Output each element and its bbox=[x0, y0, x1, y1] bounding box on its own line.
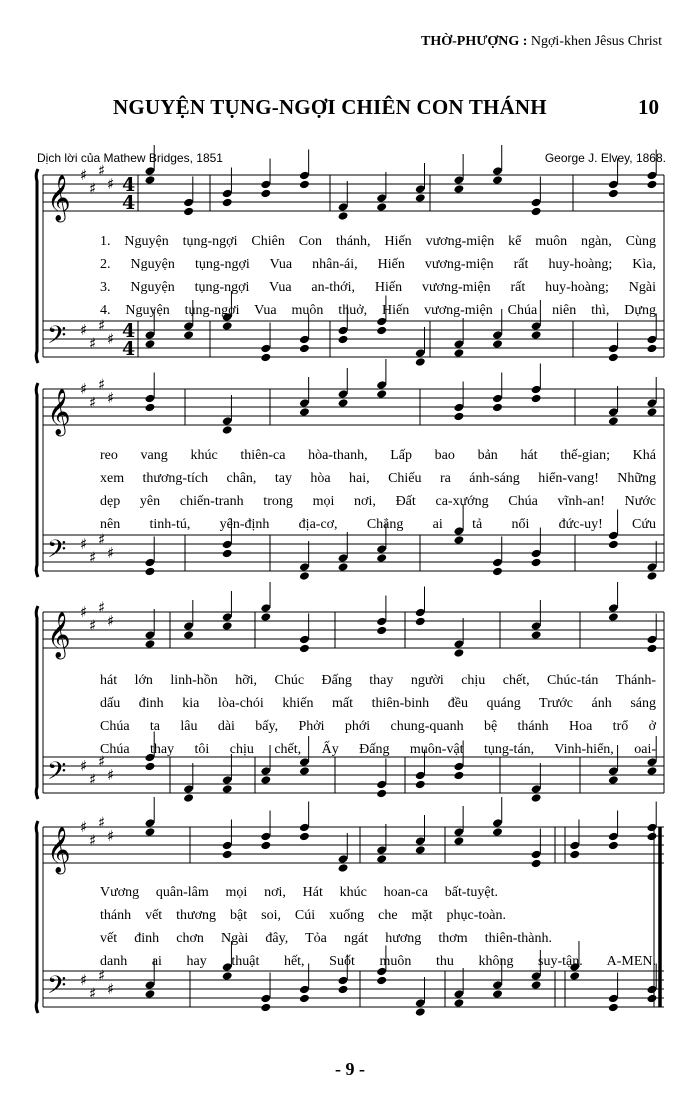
sharp-sign: ♯ bbox=[80, 971, 88, 989]
note-head bbox=[338, 562, 349, 572]
sharp-sign: ♯ bbox=[89, 334, 97, 353]
note-head bbox=[415, 193, 426, 203]
note-head bbox=[338, 335, 349, 345]
sharp-sign: ♯ bbox=[107, 544, 115, 562]
lyric-line-s2-v4: nên tinh-tú, yên-định địa-cơ, Chẳng ai tả nổi đức-uy! Cứu bbox=[100, 517, 656, 532]
sharp-sign: ♯ bbox=[80, 380, 88, 398]
lyric-line-s3-v3: Chúa ta lâu dài bấy, Phởi phới chung-quanh bệ thánh Hoa trổ ở bbox=[100, 719, 656, 734]
composer-credit: George J. Elvey, 1868. bbox=[544, 151, 666, 165]
note-head bbox=[376, 326, 387, 336]
note-head bbox=[145, 567, 156, 577]
note-head bbox=[453, 648, 464, 658]
note-head bbox=[222, 621, 233, 631]
note-head bbox=[415, 1007, 426, 1017]
sharp-sign: ♯ bbox=[98, 813, 106, 832]
sharp-sign: ♯ bbox=[98, 530, 106, 549]
hymn-title: NGUYỆN TỤNG-NGỢI CHIÊN CON THÁNH bbox=[113, 95, 547, 119]
lyric-line-s3-v1: hát lớn linh-hồn hỡi, Chúc Đấng thay người chịu chết, Chúc-tán Thánh- bbox=[100, 673, 656, 688]
sharp-sign: ♯ bbox=[107, 330, 115, 348]
lyric-line-s1-v3: 3. Nguyện tụng-ngợi Vua an-thới, Hiến vương-miện rất huy-hoàng; Ngài bbox=[100, 280, 656, 295]
page-number: - 9 - bbox=[335, 1059, 365, 1079]
note-head bbox=[415, 617, 426, 627]
translator-credit: Dịch lời của Mathew Bridges, 1851 bbox=[37, 151, 223, 165]
note-head bbox=[338, 985, 349, 995]
sharp-sign: ♯ bbox=[98, 598, 106, 617]
note-head bbox=[647, 407, 658, 417]
note-head bbox=[492, 827, 503, 837]
note-head bbox=[492, 175, 503, 185]
sharp-sign: ♯ bbox=[80, 166, 88, 184]
note-head bbox=[608, 540, 619, 550]
sharp-sign: ♯ bbox=[89, 179, 97, 198]
note-head bbox=[183, 330, 194, 340]
lyric-line-s4-v1: Vương quân-lâm mọi nơi, Hát khúc hoan-ca bất-tuyệt. bbox=[100, 885, 498, 900]
note-head bbox=[376, 626, 387, 636]
note-head bbox=[492, 567, 503, 577]
note-head bbox=[608, 775, 619, 785]
sharp-sign: ♯ bbox=[107, 389, 115, 407]
note-head bbox=[260, 1003, 271, 1013]
note-head bbox=[222, 850, 233, 860]
bass-clef-icon: 𝄢 bbox=[47, 971, 67, 1006]
note-head bbox=[531, 207, 542, 217]
note-head bbox=[376, 854, 387, 864]
note-head bbox=[608, 189, 619, 199]
note-head bbox=[531, 859, 542, 869]
sharp-sign: ♯ bbox=[107, 827, 115, 845]
note-head bbox=[647, 180, 658, 190]
note-head bbox=[647, 344, 658, 354]
note-head bbox=[145, 339, 156, 349]
note-head bbox=[415, 780, 426, 790]
note-head bbox=[453, 998, 464, 1008]
note-head bbox=[183, 207, 194, 217]
treble-clef-icon: 𝄞 bbox=[47, 389, 71, 435]
sharp-sign: ♯ bbox=[98, 752, 106, 771]
note-head bbox=[453, 771, 464, 781]
note-head bbox=[338, 398, 349, 408]
note-head bbox=[376, 202, 387, 212]
lyric-line-s4-v4: danh ai hay thuật hết, Suốt muôn thu không suy-tận. A-MEN. bbox=[100, 954, 656, 969]
note-head bbox=[608, 1003, 619, 1013]
note-head bbox=[531, 330, 542, 340]
note-head bbox=[531, 558, 542, 568]
note-head bbox=[222, 425, 233, 435]
note-head bbox=[492, 989, 503, 999]
note-head bbox=[299, 571, 310, 581]
sharp-sign: ♯ bbox=[89, 393, 97, 412]
sharp-sign: ♯ bbox=[89, 770, 97, 789]
sharp-sign: ♯ bbox=[107, 766, 115, 784]
note-head bbox=[338, 211, 349, 221]
lyric-line-s4-v3: vết đinh chơn Ngài đây, Tỏa ngát hương thơm thiên-thành. bbox=[100, 931, 552, 946]
note-head bbox=[299, 407, 310, 417]
lyric-line-s2-v3: dẹp yên chiến-tranh trong mọi nơi, Đất ca-xướng Chúa vĩnh-an! Nước bbox=[100, 494, 656, 509]
sharp-sign: ♯ bbox=[107, 612, 115, 630]
note-head bbox=[453, 184, 464, 194]
note-head bbox=[145, 989, 156, 999]
note-head bbox=[531, 980, 542, 990]
sharp-sign: ♯ bbox=[89, 984, 97, 1003]
treble-clef-icon: 𝄞 bbox=[47, 827, 71, 873]
note-head bbox=[260, 775, 271, 785]
hymn-number: 10 bbox=[638, 95, 659, 119]
note-head bbox=[608, 416, 619, 426]
note-head bbox=[415, 845, 426, 855]
sharp-sign: ♯ bbox=[80, 757, 88, 775]
note-head bbox=[376, 976, 387, 986]
lyric-line-s1-v1: 1. Nguyện tụng-ngợi Chiên Con thánh, Hiến vương-miện kể muôn ngàn, Cùng bbox=[100, 234, 656, 249]
sharp-sign: ♯ bbox=[80, 818, 88, 836]
note-head bbox=[608, 841, 619, 851]
note-head bbox=[453, 535, 464, 545]
note-head bbox=[222, 784, 233, 794]
note-head bbox=[145, 762, 156, 772]
system-bracket bbox=[36, 606, 38, 799]
sharp-sign: ♯ bbox=[80, 535, 88, 553]
note-head bbox=[299, 344, 310, 354]
time-signature-digit: 4 bbox=[122, 174, 136, 196]
note-head bbox=[453, 836, 464, 846]
treble-clef-icon: 𝄞 bbox=[47, 175, 71, 221]
note-head bbox=[260, 189, 271, 199]
note-head bbox=[647, 832, 658, 842]
system-bracket bbox=[36, 383, 38, 577]
note-head bbox=[376, 553, 387, 563]
note-head bbox=[222, 198, 233, 208]
time-signature-digit: 4 bbox=[122, 338, 136, 360]
note-head bbox=[222, 321, 233, 331]
time-signature-digit: 4 bbox=[122, 192, 136, 214]
note-head bbox=[260, 612, 271, 622]
note-head bbox=[299, 766, 310, 776]
note-head bbox=[569, 850, 580, 860]
note-head bbox=[608, 612, 619, 622]
bass-clef-icon: 𝄢 bbox=[47, 535, 67, 570]
note-head bbox=[647, 644, 658, 654]
note-head bbox=[647, 571, 658, 581]
note-head bbox=[531, 630, 542, 640]
sharp-sign: ♯ bbox=[80, 603, 88, 621]
note-head bbox=[299, 994, 310, 1004]
note-head bbox=[145, 403, 156, 413]
note-head bbox=[647, 994, 658, 1004]
lyric-line-s2-v2: xem thương-tích chân, tay hòa hai, Chiếu ra ánh-sáng hiển-vang! Những bbox=[100, 471, 656, 486]
note-head bbox=[376, 389, 387, 399]
sharp-sign: ♯ bbox=[89, 616, 97, 635]
sharp-sign: ♯ bbox=[98, 161, 106, 180]
lyric-line-s1-v4: 4. Nguyện tụng-ngợi Vua muôn thuở, Hiến vương-miện Chúa niên thì, Dựng bbox=[100, 303, 656, 318]
sharp-sign: ♯ bbox=[107, 980, 115, 998]
note-head bbox=[183, 793, 194, 803]
category-value: Ngợi-khen Jêsus Christ bbox=[530, 34, 662, 49]
sharp-sign: ♯ bbox=[89, 831, 97, 850]
note-head bbox=[183, 630, 194, 640]
time-signature-digit: 4 bbox=[122, 320, 136, 342]
note-head bbox=[260, 841, 271, 851]
note-head bbox=[299, 644, 310, 654]
lyric-line-s2-v1: reo vang khúc thiên-ca hòa-thanh, Lấp bao bản hát thế-gian; Khá bbox=[100, 448, 656, 463]
bass-clef-icon: 𝄢 bbox=[47, 757, 67, 792]
sharp-sign: ♯ bbox=[98, 375, 106, 394]
note-head bbox=[453, 348, 464, 358]
system-bracket bbox=[36, 821, 38, 1013]
category-label: THỜ-PHƯỢNG : bbox=[421, 34, 528, 49]
lyric-line-s4-v2: thánh vết thương bật soi, Cúi xuống che mặt phục-toàn. bbox=[100, 908, 506, 923]
note-head bbox=[222, 549, 233, 559]
note-head bbox=[492, 403, 503, 413]
bass-clef-icon: 𝄢 bbox=[47, 321, 67, 356]
note-head bbox=[531, 394, 542, 404]
lyric-line-s3-v2: dấu đinh kia lòa-chói khiến mất thiên-binh đều quáng Trước ánh sáng bbox=[100, 696, 656, 711]
treble-clef-icon: 𝄞 bbox=[47, 612, 71, 658]
sharp-sign: ♯ bbox=[107, 175, 115, 193]
note-head bbox=[299, 832, 310, 842]
note-head bbox=[338, 863, 349, 873]
note-head bbox=[492, 339, 503, 349]
note-head bbox=[145, 639, 156, 649]
note-head bbox=[299, 180, 310, 190]
note-head bbox=[531, 793, 542, 803]
note-head bbox=[260, 353, 271, 363]
sharp-sign: ♯ bbox=[89, 548, 97, 567]
note-head bbox=[145, 175, 156, 185]
system-bracket bbox=[36, 169, 38, 363]
note-head bbox=[145, 827, 156, 837]
note-head bbox=[415, 357, 426, 367]
sharp-sign: ♯ bbox=[80, 321, 88, 339]
lyric-line-s3-v4: Chúa thay tôi chịu chết, Ấy Đấng muôn-vật tụng-tán, Vinh-hiển, oai- bbox=[100, 742, 656, 757]
lyric-line-s1-v2: 2. Nguyện tụng-ngợi Vua nhân-ái, Hiến vương-miện rất huy-hoàng; Kìa, bbox=[100, 257, 656, 272]
note-head bbox=[453, 412, 464, 422]
note-head bbox=[376, 789, 387, 799]
note-head bbox=[608, 353, 619, 363]
note-head bbox=[647, 766, 658, 776]
sharp-sign: ♯ bbox=[98, 316, 106, 335]
sharp-sign: ♯ bbox=[98, 966, 106, 985]
